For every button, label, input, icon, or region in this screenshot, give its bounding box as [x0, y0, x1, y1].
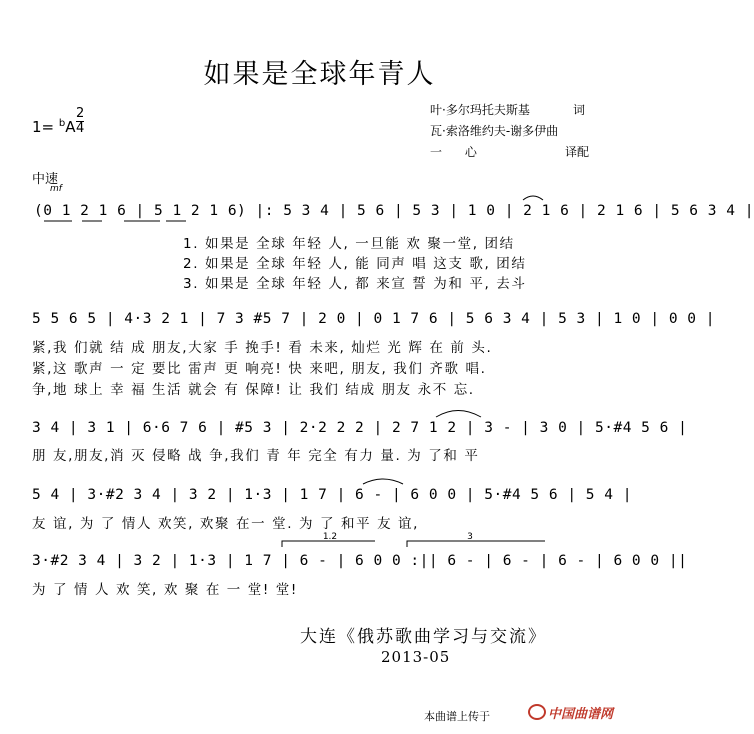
- logo-icon: [528, 704, 546, 720]
- volta-bracket-second: [407, 541, 545, 547]
- lyric-verse-3-line-2: 争,地 球上 幸 福 生活 就会 有 保障! 让 我们 结成 朋友 永不 忘.: [32, 382, 475, 398]
- dynamic-marking: mf: [50, 184, 62, 194]
- source-signature: 大连《俄苏歌曲学习与交流》: [300, 627, 547, 647]
- tie-arc: [363, 479, 403, 484]
- credit-composer: 瓦·索洛维约夫-谢多伊曲: [430, 124, 559, 138]
- credit-lyricist: 叶·多尔玛托夫斯基: [430, 103, 530, 117]
- score-line-2: 5 5 6 5 | 4·3 2 1 | 7 3 #5 7 | 2 0 | 0 1 7 6 | 5 6 3 4 | 5 3 | 1 0 | 0 0 |: [32, 311, 716, 327]
- volta-label-second: 3: [467, 532, 473, 542]
- lyric-line-3: 朋 友,朋友,消 灭 侵略 战 争,我们 青 年 完全 有力 量. 为 了和 平: [32, 448, 480, 464]
- upload-note: 本曲谱上传于: [424, 710, 490, 723]
- lyric-verse-2-line-2: 紧,这 歌声 一 定 要比 雷声 更 响亮! 快 来吧, 朋友, 我们 齐歌 唱.: [32, 361, 487, 377]
- key-signature: 1= $^b$A: [32, 118, 76, 136]
- lyric-verse-2-line-1: 2. 如果是 全球 年轻 人, 能 同声 唱 这支 歌, 团结: [183, 256, 527, 272]
- credit-translator: 一 心: [430, 145, 477, 159]
- score-line-1: (0 1 2 1 6 | 5 1 2 1 6) |: 5 3 4 | 5 6 | 5 3 | 1 0 | 2 1 6 | 2 1 6 | 5 6 3 4 |: [34, 203, 754, 219]
- score-line-3: 3 4 | 3 1 | 6·6 7 6 | #5 3 | 2·2 2 2 | 2 7 1 2 | 3 - | 3 0 | 5·#4 5 6 |: [32, 420, 688, 436]
- lyric-verse-1-line-1: 1. 如果是 全球 年轻 人, 一旦能 欢 聚一堂, 团结: [183, 236, 515, 252]
- time-signature: 2 4: [76, 106, 85, 136]
- lyric-line-4: 友 谊, 为 了 情人 欢笑, 欢聚 在一 堂. 为 了 和平 友 谊,: [32, 516, 420, 532]
- lyric-verse-3-line-1: 3. 如果是 全球 年轻 人, 都 来宣 誓 为和 平, 去斗: [183, 276, 527, 292]
- credit-translator-role: 译配: [565, 145, 590, 159]
- page-title: 如果是全球年青人: [203, 59, 436, 90]
- tie-arc: [436, 411, 481, 418]
- tempo-marking: 中速: [32, 172, 59, 187]
- lyric-line-5: 为 了 情 人 欢 笑, 欢 聚 在 一 堂! 堂!: [32, 582, 298, 598]
- lyric-verse-1-line-2: 紧,我 们就 结 成 朋友,大家 手 挽手! 看 未来, 灿烂 光 辉 在 前 头.: [32, 340, 493, 356]
- date-stamp: 2013-05: [381, 648, 451, 666]
- score-line-5: 3·#2 3 4 | 3 2 | 1·3 | 1 7 | 6 - | 6 0 0 :|| 6 - | 6 - | 6 - | 6 0 0 ||: [32, 553, 688, 569]
- credit-lyricist-role: 词: [573, 103, 586, 117]
- site-logo[interactable]: 中国曲谱网: [528, 703, 613, 722]
- tie-arc: [523, 196, 543, 200]
- score-line-4: 5 4 | 3·#2 3 4 | 3 2 | 1·3 | 1 7 | 6 - | 6 0 0 | 5·#4 5 6 | 5 4 |: [32, 487, 632, 503]
- volta-label-first: 1.2: [322, 532, 338, 542]
